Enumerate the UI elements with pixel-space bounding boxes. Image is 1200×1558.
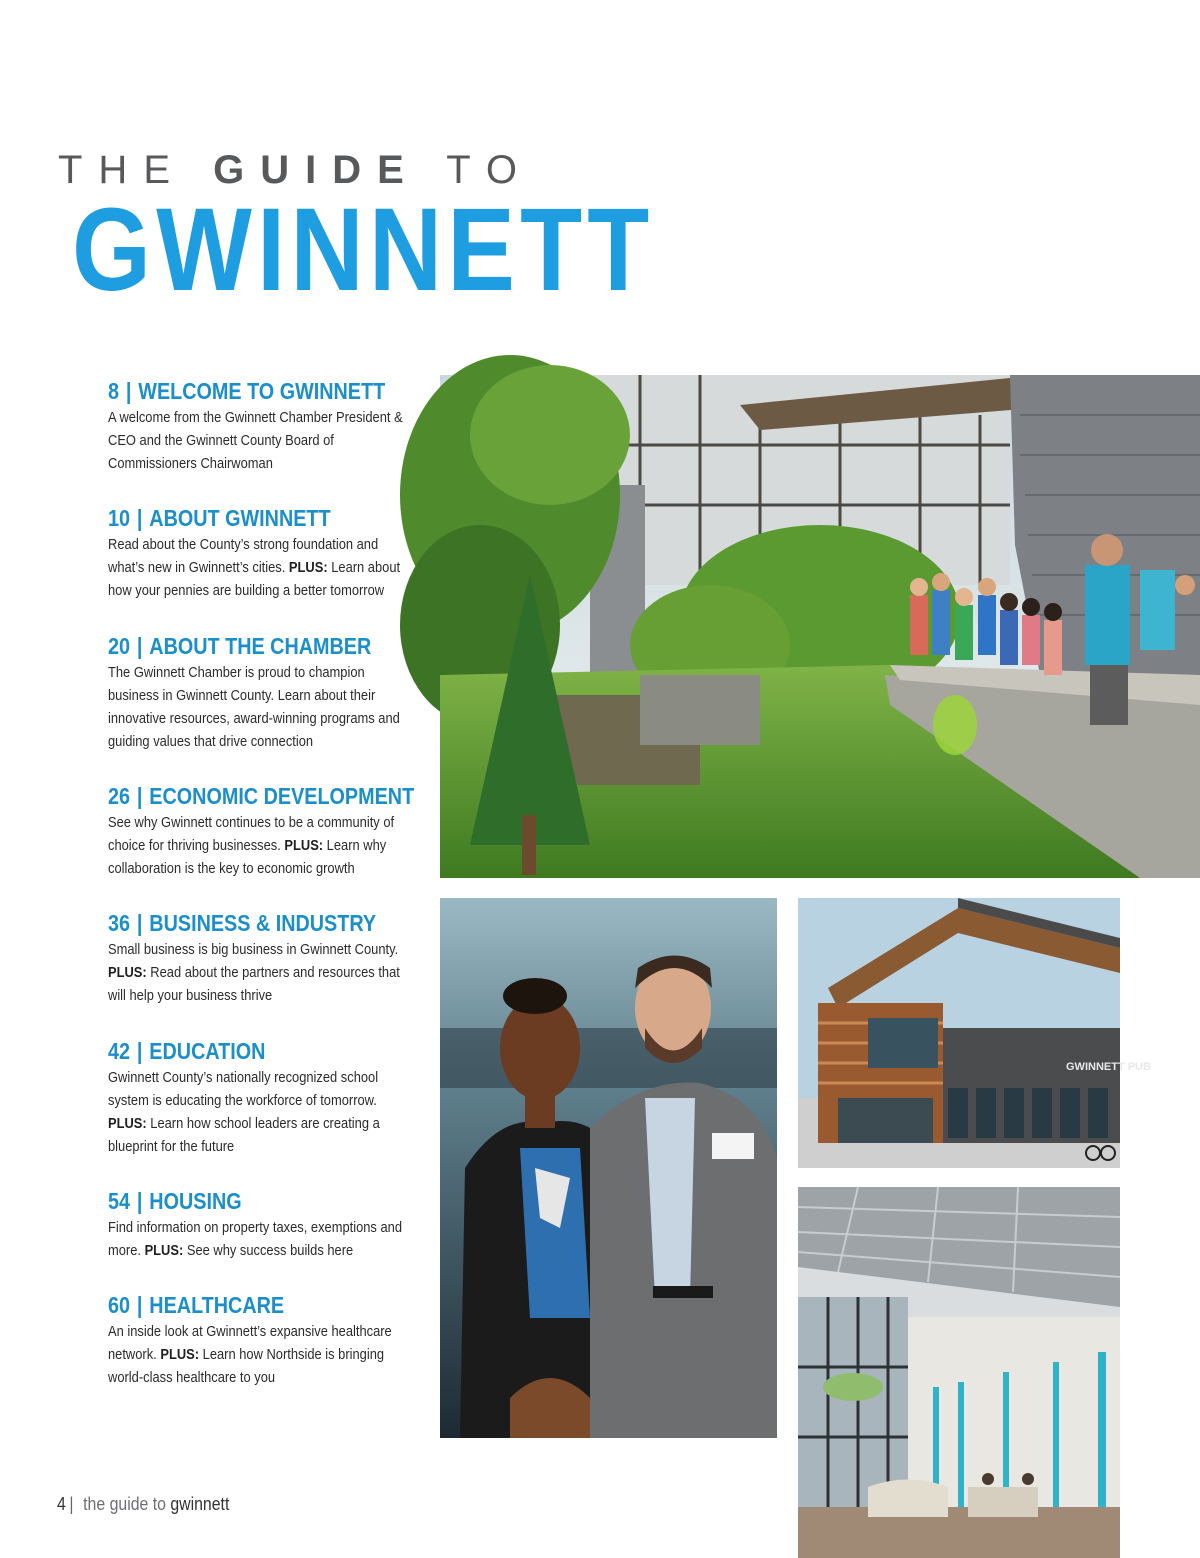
toc-plus-label: PLUS: bbox=[284, 837, 324, 854]
page-title: GWINNETT bbox=[72, 184, 655, 316]
toc-separator: | bbox=[125, 378, 132, 404]
toc-separator: | bbox=[136, 633, 143, 659]
toc-page-number: 8 bbox=[108, 378, 120, 404]
toc-description bbox=[108, 1320, 409, 1389]
library-sign: GWINNETT PUB bbox=[1066, 1061, 1151, 1073]
toc-section-title: WELCOME TO GWINNETT bbox=[138, 378, 386, 404]
toc-item bbox=[108, 781, 418, 880]
toc-page-number: 20 bbox=[108, 633, 131, 659]
toc-description-text: See why Gwinnett continues to be a community of choice for thriving businesses. bbox=[108, 814, 395, 854]
toc-heading bbox=[108, 1290, 375, 1320]
toc-item bbox=[108, 1290, 418, 1389]
toc-heading bbox=[108, 503, 375, 533]
toc-plus-label: PLUS: bbox=[108, 964, 147, 981]
toc-description-text: An inside look at Gwinnett’s expansive healthcare network. bbox=[108, 1323, 392, 1363]
footer-separator: | bbox=[69, 1494, 74, 1514]
toc-section-title: ABOUT GWINNETT bbox=[149, 505, 331, 531]
page-footer bbox=[57, 1494, 229, 1515]
page-number: 4 bbox=[57, 1494, 66, 1514]
toc-description bbox=[108, 661, 409, 753]
toc-plus-text: Learn why collaboration is the key to economic growth bbox=[108, 837, 387, 877]
title-kicker-to: TO bbox=[446, 148, 534, 192]
toc-page-number: 54 bbox=[108, 1188, 131, 1214]
toc-section-title: BUSINESS & INDUSTRY bbox=[149, 910, 377, 936]
toc-item bbox=[108, 503, 418, 602]
toc-page-number: 60 bbox=[108, 1292, 131, 1318]
portrait-photo bbox=[440, 898, 777, 1438]
toc-heading bbox=[108, 1186, 375, 1216]
toc-page-number: 10 bbox=[108, 505, 131, 531]
toc-description bbox=[108, 1066, 409, 1158]
toc-description-text: The Gwinnett Chamber is proud to champion business in Gwinnett County. Learn about their innovative resources, award-winning programs and guiding values that drive connection bbox=[108, 664, 400, 750]
footer-text-light: the guide to bbox=[83, 1494, 166, 1514]
toc-description bbox=[108, 938, 409, 1007]
toc-plus-text: Read about the partners and resources that will help your business thrive bbox=[108, 964, 400, 1004]
toc-separator: | bbox=[136, 1292, 143, 1318]
title-kicker-the: THE bbox=[58, 148, 186, 192]
toc-page-number: 42 bbox=[108, 1038, 131, 1064]
toc-plus-label: PLUS: bbox=[160, 1346, 200, 1363]
toc-item bbox=[108, 376, 418, 475]
toc-description-text: Read about the County’s strong foundation and what’s new in Gwinnett’s cities. bbox=[108, 536, 379, 576]
toc-heading bbox=[108, 376, 386, 406]
toc-heading bbox=[108, 1036, 375, 1066]
toc-description-text: Gwinnett County’s nationally recognized school system is educating the workforce of tomorrow. bbox=[108, 1069, 379, 1109]
toc-plus-text: Learn about how your pennies are building a better tomorrow bbox=[108, 559, 401, 599]
toc-page-number: 26 bbox=[108, 783, 131, 809]
toc-description-text: Find information on property taxes, exemptions and more. bbox=[108, 1219, 402, 1259]
toc-heading bbox=[108, 908, 375, 938]
toc-page-number: 36 bbox=[108, 910, 131, 936]
toc-plus-label: PLUS: bbox=[144, 1242, 184, 1259]
library-exterior-photo bbox=[798, 898, 1151, 1168]
toc-separator: | bbox=[136, 783, 143, 809]
toc-description bbox=[108, 811, 409, 880]
toc-section-title: EDUCATION bbox=[149, 1038, 266, 1064]
toc-description bbox=[108, 1216, 409, 1262]
toc-plus-text: Learn how Northside is bringing world-class healthcare to you bbox=[108, 1346, 385, 1386]
toc-section-title: HOUSING bbox=[149, 1188, 242, 1214]
title-kicker-guide: GUIDE bbox=[213, 148, 420, 192]
toc-section-title: ABOUT THE CHAMBER bbox=[149, 633, 372, 659]
toc-section-title: HEALTHCARE bbox=[149, 1292, 285, 1318]
toc-plus-text: See why success builds here bbox=[186, 1242, 354, 1259]
toc-separator: | bbox=[136, 1038, 143, 1064]
toc-plus-label: PLUS: bbox=[288, 559, 328, 576]
toc-item bbox=[108, 631, 418, 753]
toc-description-text: Small business is big business in Gwinnett County. bbox=[108, 941, 399, 958]
toc-description bbox=[108, 533, 409, 602]
toc-description bbox=[108, 406, 409, 475]
library-interior-photo bbox=[798, 1187, 1120, 1558]
toc-separator: | bbox=[136, 910, 143, 936]
toc-plus-text: Learn how school leaders are creating a blueprint for the future bbox=[108, 1115, 380, 1155]
toc-item bbox=[108, 1186, 418, 1262]
toc-item bbox=[108, 1036, 418, 1158]
toc-plus-label: PLUS: bbox=[108, 1115, 147, 1132]
toc-section-title: ECONOMIC DEVELOPMENT bbox=[149, 783, 415, 809]
toc-separator: | bbox=[136, 1188, 143, 1214]
nature-center-photo bbox=[440, 375, 1200, 878]
toc-item bbox=[108, 908, 418, 1007]
toc-heading bbox=[108, 631, 375, 661]
toc-separator: | bbox=[136, 505, 143, 531]
toc-heading bbox=[108, 781, 415, 811]
footer-text-dark: gwinnett bbox=[170, 1494, 230, 1514]
toc-description-text: A welcome from the Gwinnett Chamber President & CEO and the Gwinnett County Board of Commissioners Chairwoman bbox=[108, 409, 403, 472]
